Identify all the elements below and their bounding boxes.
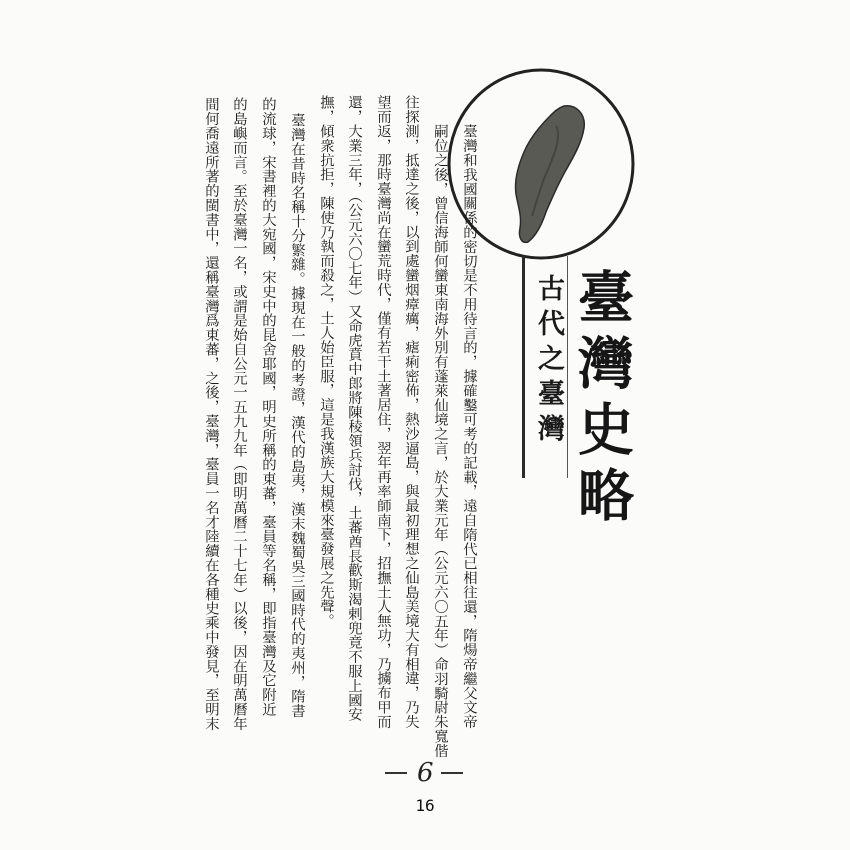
body-column: 嗣位之後，曾信海師何蠻東南海外別有蓬萊仙境之言，於大業元年（公元六〇五年）命羽騎尉朱寬偕: [432, 124, 448, 758]
folio: [385, 758, 465, 788]
folio-number: 6: [417, 758, 434, 788]
body-column: 的島嶼而言。至於臺灣一名，或謂是始自公元一五九九年（即明萬曆二十七年）以後，因在明萬曆年: [231, 97, 247, 731]
body-column: 臺灣在昔時名稱十分繁雜。據現在一般的考證，漢代的島夷，漢末魏蜀吳三國時代的夷州，隋書: [289, 113, 305, 718]
scan-page-number: 16: [415, 796, 435, 815]
body-column: 撫，傾衆抗拒，陳使乃執而殺之，土人始臣服，這是我漢族大規模來臺發展之先聲。: [318, 95, 334, 628]
body-column: 臺灣和我國關係的密切是不用待言的，據確鑿可考的記載，遠自隋代已相往還，隋煬帝繼父文帝: [461, 124, 477, 729]
page-title: 臺灣史略: [569, 268, 635, 532]
heading-rule: [522, 256, 525, 478]
body-column: 望而返，那時臺灣尚在蠻荒時代，僅有若干土著居住，翌年再率師南下，招撫土人無功，乃擄布甲而: [375, 95, 391, 729]
folio-dash-right: [441, 772, 463, 774]
body-column: 的流球，宋書裡的大宛國，宋史中的昆舍耶國，明史所稱的東蕃，臺員等名稱，即指臺灣及它附近: [260, 97, 276, 717]
section-heading: 古代之臺灣: [533, 274, 564, 449]
folio-dash-left: [385, 772, 407, 774]
body-column: 還，大業三年，（公元六〇七年）又命虎賁中郎將陳稜領兵討伐，土蕃酋長歡斯渴剌兜竟不服上國安: [346, 95, 362, 722]
body-column: 間何喬遠所著的閩書中，還稱臺灣爲東蕃，之後，臺灣，臺員一名才陸續在各種史乘中發見，至明末: [203, 97, 219, 731]
heading-rule-thin: [567, 256, 568, 478]
body-column: 往探測，抵達之後，以到處蠻烟瘴癘，瘧痢密佈，熱沙逼島，與最初理想之仙島美境大有相違，乃失: [403, 95, 419, 729]
